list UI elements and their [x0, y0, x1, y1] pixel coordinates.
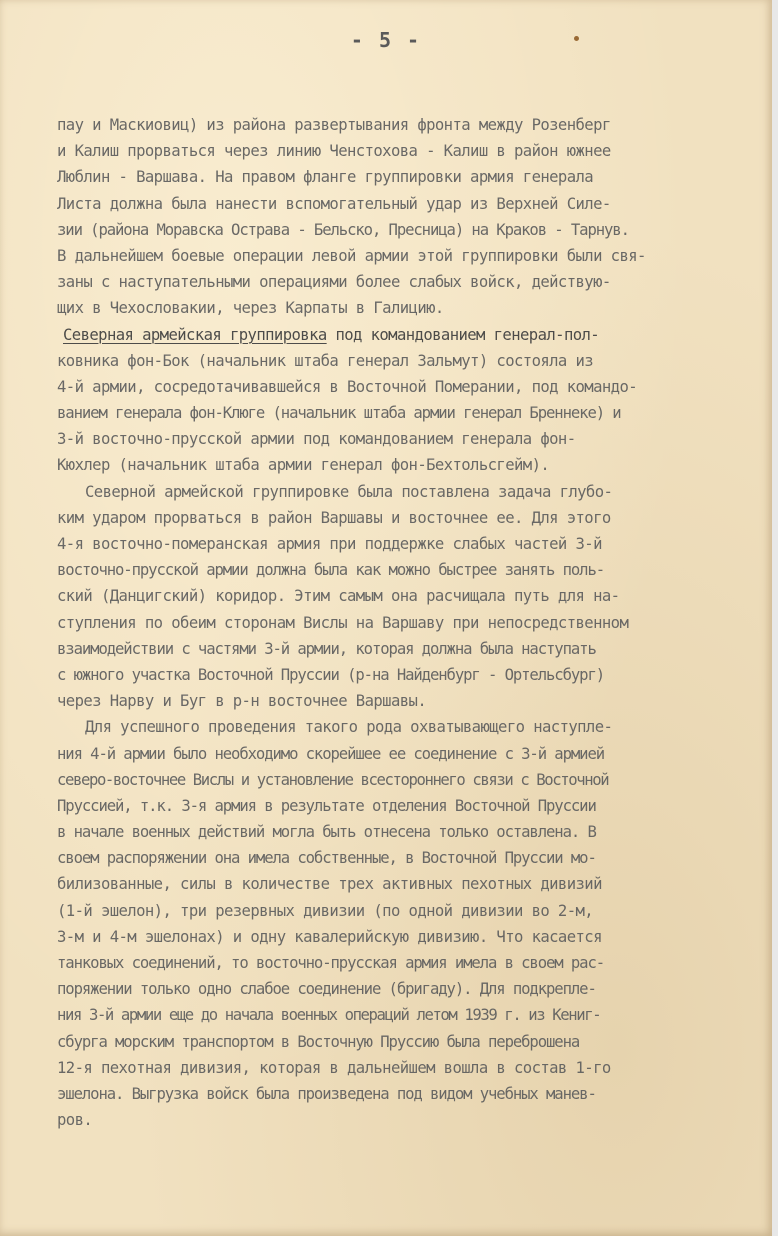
text-line: Кюхлер (начальник штаба армии генерал фон-Бехтольсгейм).	[57, 456, 550, 475]
text-line: Северной армейской группировке была поставлена задача глубо-	[85, 482, 613, 501]
underlined-heading-phrase: Северная армейская группировка	[63, 325, 327, 344]
text-line: 3-м и 4-м эшелонах) и одну кавалерийскую дивизию. Что касается	[57, 927, 602, 946]
text-line: пау и Маскиовиц) из района развертывания фронта между Розенберг	[57, 116, 611, 134]
text-line: Для успешного проведения такого рода охватывающего наступле-	[85, 718, 613, 737]
text-line: северо-восточнее Вислы и установление всестороннего связи с Восточной	[57, 770, 609, 789]
paper-speck	[574, 36, 579, 41]
body-text	[57, 112, 757, 1133]
text-line: и Калиш прорваться через линию Ченстохова - Калиш в район южнее	[57, 142, 611, 161]
text-line: ванием генерала фон-Клюге (начальник штаба армии генерал Бреннеке) и	[57, 404, 621, 423]
text-line: ский (Данцигский) коридор. Этим самым она расчищала путь для на-	[57, 587, 620, 606]
text-line: 4-й армии, сосредотачивавшейся в Восточной Померании, под командо-	[57, 377, 638, 396]
text-line: через Нарву и Буг в р-н восточнее Варшавы.	[57, 692, 427, 711]
text-line: зии (района Моравска Острава - Бельско, Пресница) на Краков - Тарнув.	[57, 220, 629, 239]
text-line: восточно-прусской армии должна была как можно быстрее занять поль-	[57, 561, 605, 580]
text-line: щих в Чехословакии, через Карпаты в Галицию.	[57, 299, 444, 318]
section-heading-line: Северная армейская группировка под командованием генерал-пол-	[63, 325, 600, 344]
text-line: ковника фон-Бок (начальник штаба генерал Зальмут) состояла из	[57, 351, 594, 370]
text-line: с южного участка Восточной Пруссии (р-на Найденбург - Ортельсбург)	[57, 665, 605, 684]
text-line: билизованные, силы в количестве трех активных пехотных дивизий	[57, 875, 602, 894]
text-line: Пруссией, т.к. 3-я армия в результате отделения Восточной Пруссии	[57, 796, 596, 815]
text-line: ступления по обеим сторонам Вислы на Варшаву при непосредственном	[57, 613, 629, 632]
text-line: ров.	[57, 1111, 93, 1130]
text-line: поряжении только одно слабое соединение (бригаду). Для подкрепле-	[57, 980, 596, 999]
text-line: ния 4-й армии было необходимо скорейшее ее соединение с 3-й армией	[57, 744, 605, 763]
text-line: (1-й эшелон), три резервных дивизии (по одной дивизии во 2-м,	[57, 901, 594, 920]
text-line: эшелона. Выгрузка войск была произведена под видом учебных манев-	[57, 1084, 596, 1103]
text-line: сбурга морским транспортом в Восточную Пруссию была переброшена	[57, 1032, 580, 1051]
text-line: В дальнейшем боевые операции левой армии этой группировки были свя-	[57, 246, 646, 265]
text-line: в начале военных действий могла быть отнесена только оставлена. В	[57, 823, 596, 842]
text-line: танковых соединений, то восточно-прусская армия имела в своем рас-	[57, 954, 605, 972]
page-number: - 5 -	[350, 28, 422, 52]
text-line: взаимодействии с частями 3-й армии, которая должна была наступать	[57, 639, 596, 658]
text-line: Люблин - Варшава. На правом фланге группировки армия генерала	[57, 168, 594, 187]
text-line: заны с наступательными операциями более слабых войск, действую-	[57, 273, 611, 292]
text-line: Листа должна была нанести вспомогательный удар из Верхней Силе-	[57, 194, 611, 213]
text-line: своем распоряжении она имела собственные, в Восточной Пруссии мо-	[57, 849, 596, 868]
text-line: 3-й восточно-прусской армии под командованием генерала фон-	[57, 430, 576, 449]
text-line: 12-я пехотная дивизия, которая в дальнейшем вошла в состав 1-го	[57, 1058, 611, 1077]
text-line: ким ударом прорваться в район Варшавы и восточнее ее. Для этого	[57, 508, 611, 527]
text-line: 4-я восточно-померанская армия при поддержке слабых частей 3-й	[57, 535, 602, 553]
text-line: ния 3-й армии еще до начала военных операций летом 1939 г. из Кениг-	[57, 1006, 601, 1025]
